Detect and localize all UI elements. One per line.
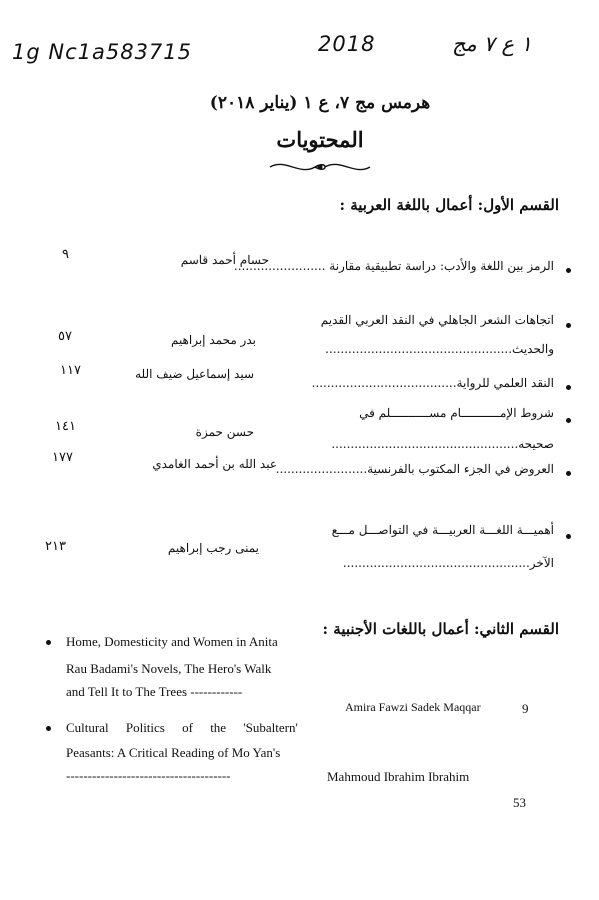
- bullet: [566, 471, 571, 476]
- bullet: [566, 323, 571, 328]
- entry-title: العروض في الجزء المكتوب بالفرنسية........................: [275, 462, 554, 476]
- bullet: [566, 418, 571, 423]
- entry-author: Mahmoud Ibrahim Ibrahim: [327, 769, 470, 784]
- entry-title: اتجاهات الشعر الجاهلي في النقد العربي القديم: [320, 313, 554, 327]
- page-number: 53: [513, 795, 526, 810]
- entry-title-line: Cultural Politics of the 'Subaltern': [66, 720, 298, 735]
- entry-title-cont: والحديث.................................................: [325, 342, 554, 356]
- handwritten-year: 2018: [318, 32, 376, 56]
- section-arabic-heading: القسم الأول: أعمال باللغة العربية :: [339, 196, 559, 214]
- entry-page: ١١٧: [60, 363, 81, 378]
- entry-page: ٢١٣: [45, 539, 66, 554]
- bullet: [566, 385, 571, 390]
- entry-page: ٥٧: [58, 329, 72, 344]
- entry-page: ١٤١: [55, 419, 76, 434]
- bullet: [566, 534, 571, 539]
- ornament-divider: [265, 156, 375, 178]
- entry-page: ١٧٧: [52, 450, 73, 465]
- entry-title: الرمز بين اللغة والأدب: دراسة تطبيقية مقارنة ........................: [233, 259, 554, 273]
- entry-author: Amira Fawzi Sadek Maqqar: [345, 700, 481, 714]
- entry-title: النقد العلمي للرواية......................................: [311, 376, 554, 390]
- entry-title: أهميـــة اللغـــة العربيـــة في التواصـــل مـــع: [331, 523, 554, 537]
- bullet: [566, 268, 571, 273]
- entry-author: يمنى رجب إبراهيم: [167, 541, 259, 555]
- entry-title-line: Home, Domesticity and Women in Anita: [66, 634, 278, 649]
- handwritten-ref: ١ ع ٧ مج: [452, 32, 532, 56]
- bullet: [46, 640, 51, 645]
- journal-title: هرمس مج ٧، ع ١ (يناير ٢٠١٨): [209, 93, 431, 113]
- bullet: [46, 726, 51, 731]
- entry-author: حسام أحمد قاسم: [180, 253, 269, 267]
- entry-title-line: and Tell It to The Trees ------------: [66, 684, 243, 699]
- entry-author: عبد الله بن أحمد الغامدي: [152, 457, 277, 471]
- entry-author: حسن حمزة: [195, 425, 254, 439]
- entry-author: بدر محمد إبراهيم: [170, 333, 256, 347]
- entry-page: 9: [522, 701, 529, 716]
- entry-title-line: Rau Badami's Novels, The Hero's Walk: [66, 661, 272, 676]
- entry-title-cont: صحيحه.................................................: [331, 437, 554, 451]
- entry-title-line: Peasants: A Critical Reading of Mo Yan's: [66, 745, 281, 760]
- entry-title-line: --------------------------------------: [66, 768, 231, 783]
- entry-title-cont: الآخر.................................................: [342, 556, 554, 570]
- entry-author: سيد إسماعيل ضيف الله: [135, 367, 254, 381]
- handwritten-id: 1g Nc1a583715: [12, 40, 193, 64]
- entry-page: ٩: [62, 247, 69, 262]
- contents-heading: المحتويات: [276, 127, 364, 152]
- entry-title: شروط الإمـــــــــــام مســـــــــــلم في: [359, 406, 554, 420]
- section-foreign-heading: القسم الثاني: أعمال باللغات الأجنبية :: [322, 620, 559, 638]
